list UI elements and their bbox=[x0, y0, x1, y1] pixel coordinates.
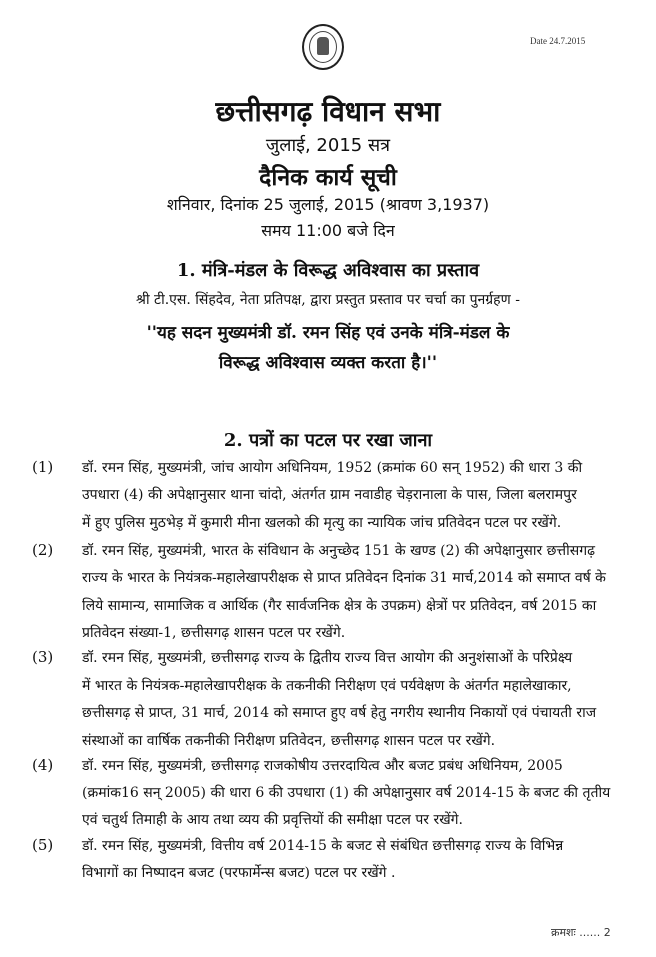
section1-intro: श्री टी.एस. सिंहदेव, नेता प्रतिपक्ष, द्वारा प्रस्तुत प्रस्ताव पर चर्चा का पुनर्ग्रहण - bbox=[136, 292, 520, 308]
item-text-line: डॉ. रमन सिंह, मुख्यमंत्री, भारत के संविधान के अनुच्छेद 151 के खण्ड (2) की अपेक्षानुसार छत्तीसगढ़ bbox=[82, 543, 595, 559]
item-text-line: विभागों का निष्पादन बजट (परफार्मेन्स बजट) पटल पर रखेंगे . bbox=[82, 865, 396, 881]
item-number: (4) bbox=[32, 756, 54, 774]
item-text-line: एवं चतुर्थ तिमाही के आय तथा व्यय की प्रवृत्तियों की समीक्षा पटल पर रखेंगे. bbox=[82, 812, 463, 828]
item-number: (1) bbox=[32, 458, 54, 476]
item-text-line: में भारत के नियंत्रक-महालेखापरीक्षक के तकनीकी निरीक्षण एवं पर्यवेक्षण के अंतर्गत महालेखाकार, bbox=[82, 678, 572, 694]
item-text-line: में हुए पुलिस मुठभेड़ में कुमारी मीना खलको की मृत्यु का न्यायिक जांच प्रतिवेदन पटल पर रखेंगे. bbox=[82, 515, 562, 531]
item-text-line: उपधारा (4) की अपेक्षानुसार थाना चांदो, अंतर्गत ग्राम नवाडीह चेड़रानाला के पास, जिला बलरामपुर bbox=[82, 487, 577, 503]
day-date: शनिवार, दिनांक 25 जुलाई, 2015 (श्रावण 3,1937) bbox=[166, 195, 490, 214]
item-text-line: डॉ. रमन सिंह, मुख्यमंत्री, वित्तीय वर्ष 2014-15 के बजट से संबंधित छत्तीसगढ़ राज्य के विभिन्न bbox=[82, 838, 564, 854]
sitting-time: समय 11:00 बजे दिन bbox=[261, 221, 395, 240]
date-stamp: Date 24.7.2015 bbox=[530, 36, 586, 46]
item-text-line: राज्य के भारत के नियंत्रक-महालेखापरीक्षक से प्राप्त प्रतिवेदन दिनांक 31 मार्च,2014 को समाप्त वर्ष के bbox=[82, 570, 606, 586]
item-text-line: डॉ. रमन सिंह, मुख्यमंत्री, छत्तीसगढ़ राजकोषीय उत्तरदायित्व और बजट प्रबंध अधिनियम, 2005 bbox=[82, 758, 563, 774]
assembly-seal-icon bbox=[302, 24, 344, 70]
continued-note: क्रमशः ...... 2 bbox=[551, 926, 611, 939]
section1-heading: 1. मंत्रि-मंडल के विरूद्ध अविश्वास का प्रस्ताव bbox=[176, 260, 480, 281]
motion-quote-line: विरूद्ध अविश्वास व्यक्त करता है।'' bbox=[218, 353, 438, 373]
item-text-line: डॉ. रमन सिंह, मुख्यमंत्री, छत्तीसगढ़ राज्य के द्वितीय राज्य वित्त आयोग की अनुशंसाओं के परिप्रेक्ष्य bbox=[82, 650, 573, 666]
item-number: (5) bbox=[32, 836, 54, 854]
item-text-line: प्रतिवेदन संख्या-1, छत्तीसगढ़ शासन पटल पर रखेंगे. bbox=[82, 625, 346, 641]
item-text-line: संस्थाओं का वार्षिक तकनीकी निरीक्षण प्रतिवेदन, छत्तीसगढ़ शासन पटल पर रखेंगे. bbox=[82, 733, 496, 749]
item-text-line: डॉ. रमन सिंह, मुख्यमंत्री, जांच आयोग अधिनियम, 1952 (क्रमांक 60 सन् 1952) की धारा 3 की bbox=[82, 460, 583, 476]
session: जुलाई, 2015 सत्र bbox=[265, 135, 391, 156]
item-text-line: लिये सामान्य, सामाजिक व आर्थिक (गैर सार्वजनिक क्षेत्र के उपक्रम) क्षेत्रों पर प्रतिवेदन, वर्ष 2015 का bbox=[82, 598, 597, 614]
motion-quote-line: ''यह सदन मुख्यमंत्री डॉ. रमन सिंह एवं उनके मंत्रि-मंडल के bbox=[146, 323, 510, 343]
item-text-line: (क्रमांक16 सन् 2005) की धारा 6 की उपधारा (1) की अपेक्षानुसार वर्ष 2014-15 के बजट की तृतीय bbox=[82, 785, 611, 801]
item-text-line: छत्तीसगढ़ से प्राप्त, 31 मार्च, 2014 को समाप्त हुए वर्ष हेतु नगरीय स्थानीय निकायों एवं पंचायती राज bbox=[82, 705, 597, 721]
section2-heading: 2. पत्रों का पटल पर रखा जाना bbox=[223, 430, 433, 451]
item-number: (2) bbox=[32, 541, 54, 559]
item-number: (3) bbox=[32, 648, 54, 666]
document-title: दैनिक कार्य सूची bbox=[259, 165, 397, 191]
assembly-name: छत्तीसगढ़ विधान सभा bbox=[215, 95, 441, 128]
